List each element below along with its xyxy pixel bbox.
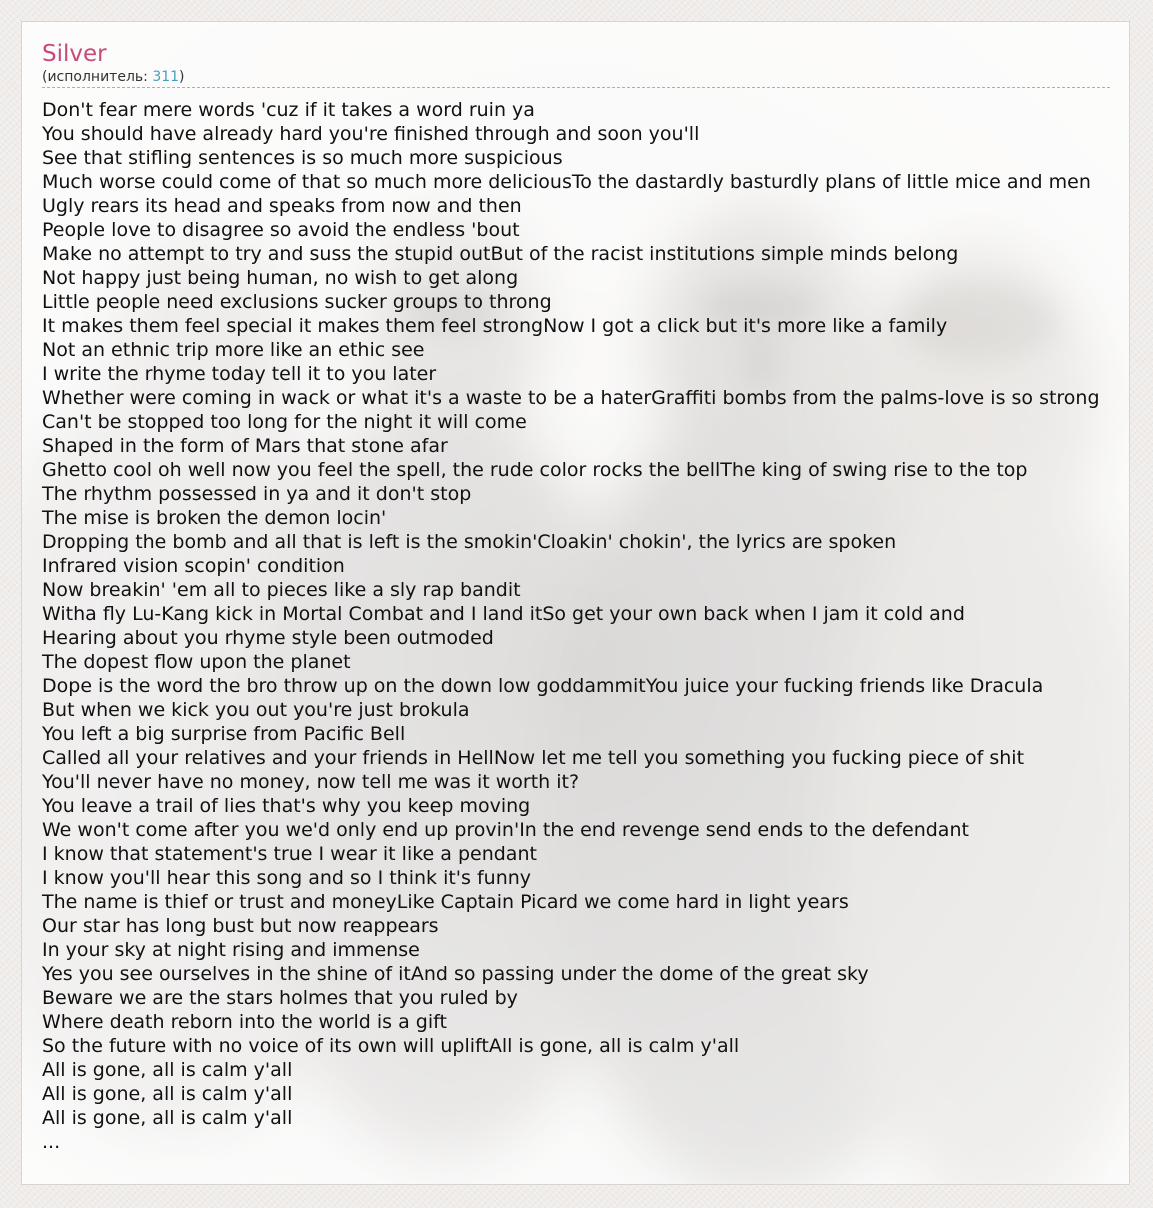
lyrics-content [22, 22, 1129, 1154]
lyric-line: Dropping the bomb and all that is left is the smokin'Cloakin' chokin', the lyrics are spoken [42, 531, 897, 553]
lyric-line: I write the rhyme today tell it to you later [42, 363, 437, 385]
lyric-line: Make no attempt to try and suss the stupid outBut of the racist institutions simple minds belong [42, 243, 959, 265]
lyric-line: Not an ethnic trip more like an ethic see [42, 339, 425, 361]
lyric-line: Little people need exclusions sucker groups to throng [42, 291, 552, 313]
song-title: Silver [42, 41, 107, 67]
lyric-line: Where death reborn into the world is a gift [42, 1011, 447, 1033]
lyric-line: In your sky at night rising and immense [42, 939, 420, 961]
lyric-line: The mise is broken the demon locin' [42, 507, 387, 529]
lyric-line: Infrared vision scopin' condition [42, 555, 345, 577]
lyrics-text [42, 98, 1129, 1154]
lyric-line: You left a big surprise from Pacific Bell [42, 723, 406, 745]
lyric-line: Don't fear mere words 'cuz if it takes a word ruin ya [42, 99, 535, 121]
lyric-line: Our star has long bust but now reappears [42, 915, 439, 937]
lyric-line: All is gone, all is calm y'all [42, 1107, 293, 1129]
lyric-line: So the future with no voice of its own will upliftAll is gone, all is calm y'all [42, 1035, 740, 1057]
lyric-line: It makes them feel special it makes them feel strongNow I got a click but it's more like a family [42, 315, 948, 337]
artist-suffix: ) [179, 69, 185, 85]
lyric-line: The rhythm possessed in ya and it don't stop [42, 483, 472, 505]
artist-link[interactable]: 311 [152, 69, 180, 85]
lyric-line: ... [42, 1131, 61, 1153]
lyric-line: We won't come after you we'd only end up provin'In the end revenge send ends to the defendant [42, 819, 969, 841]
lyric-line: Now breakin' 'em all to pieces like a sly rap bandit [42, 579, 521, 601]
lyric-line: Ugly rears its head and speaks from now and then [42, 195, 522, 217]
lyric-line: I know that statement's true I wear it like a pendant [42, 843, 537, 865]
lyric-line: I know you'll hear this song and so I think it's funny [42, 867, 532, 889]
lyric-line: Hearing about you rhyme style been outmoded [42, 627, 494, 649]
lyric-line: The name is thief or trust and moneyLike Captain Picard we come hard in light years [42, 891, 849, 913]
lyric-line: But when we kick you out you're just brokula [42, 699, 470, 721]
lyric-line: Not happy just being human, no wish to get along [42, 267, 519, 289]
lyric-line: Called all your relatives and your friends in HellNow let me tell you something you fucking piece of shit [42, 747, 1025, 769]
lyric-line: Whether were coming in wack or what it's a waste to be a haterGraffiti bombs from the palms-love is so strong [42, 387, 1100, 409]
lyric-line: Yes you see ourselves in the shine of itAnd so passing under the dome of the great sky [42, 963, 869, 985]
lyric-line: You leave a trail of lies that's why you keep moving [42, 795, 531, 817]
lyric-line: You should have already hard you're finished through and soon you'll [42, 123, 700, 145]
lyric-line: All is gone, all is calm y'all [42, 1059, 293, 1081]
lyric-line: All is gone, all is calm y'all [42, 1083, 293, 1105]
lyric-line: People love to disagree so avoid the endless 'bout [42, 219, 520, 241]
lyric-line: Witha fly Lu-Kang kick in Mortal Combat and I land itSo get your own back when I jam it cold and [42, 603, 965, 625]
lyric-line: See that stifling sentences is so much more suspicious [42, 147, 563, 169]
lyric-line: You'll never have no money, now tell me was it worth it? [42, 771, 580, 793]
lyric-line: The dopest flow upon the planet [42, 651, 351, 673]
lyric-line: Beware we are the stars holmes that you ruled by [42, 987, 518, 1009]
lyric-line: Dope is the word the bro throw up on the down low goddammitYou juice your fucking friends like Dracula [42, 675, 1044, 697]
artist-line [42, 68, 1110, 88]
lyric-line: Ghetto cool oh well now you feel the spell, the rude color rocks the bellThe king of swing rise to the top [42, 459, 1028, 481]
lyrics-card [21, 21, 1130, 1185]
lyric-line: Much worse could come of that so much more deliciousTo the dastardly basturdly plans of little mice and men [42, 171, 1091, 193]
artist-prefix: (исполнитель: [42, 69, 153, 85]
lyric-line: Shaped in the form of Mars that stone afar [42, 435, 448, 457]
lyric-line: Can't be stopped too long for the night it will come [42, 411, 527, 433]
